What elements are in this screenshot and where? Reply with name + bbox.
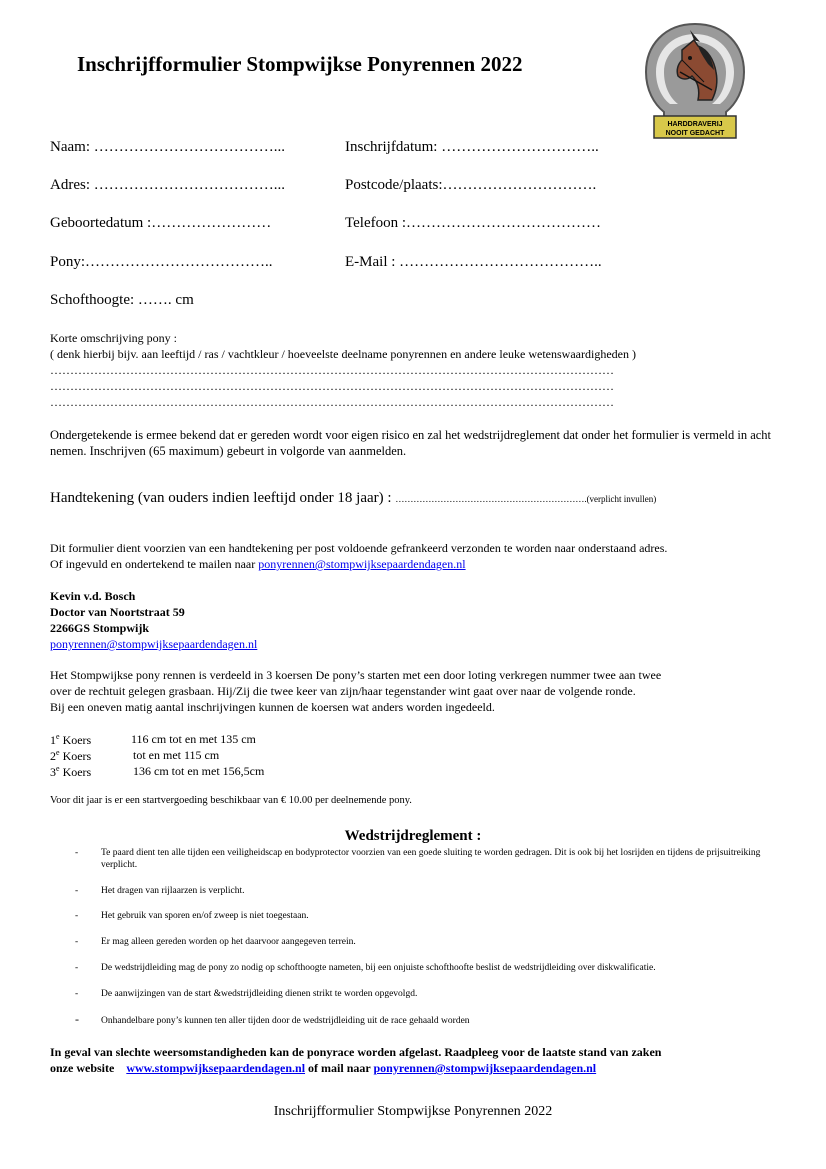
reglement-item: - Te paard dient ten alle tijden een veiligheidscap en bodyprotector voorzien van een goede sluiting te worden gedragen. Dit is ook bij het losrijden en tijdens de prijsuitreiking verplicht. xyxy=(75,848,761,870)
reglement-title: Wedstrijdreglement : xyxy=(344,828,482,844)
verklaring-text: Ondergetekende is ermee bekend dat er gereden wordt voor eigen risico en zal het wedstrijdreglement dat onder het formulier is vermeld in acht nemen. Inschrijven (65 maximum) gebeurt in volgorde van aanmelden. xyxy=(50,428,772,458)
adres-field[interactable]: Adres: ………………………………... xyxy=(50,177,285,193)
slot-line-1: In geval van slechte weersomstandigheden kan de ponyrace worden afgelast. Raadpleeg voor de laatste stand van zaken xyxy=(50,1045,662,1059)
omschrijving-line-2[interactable]: …………………………………………………………………………………………………………………………… xyxy=(50,379,614,393)
omschrijving-label: Korte omschrijving pony : xyxy=(50,331,177,345)
adres-straat: Doctor van Noortstraat 59 xyxy=(50,605,185,619)
website-link[interactable]: www.stompwijksepaardendagen.nl xyxy=(126,1061,306,1075)
vergoeding-text: Voor dit jaar is er een startvergoeding beschikbaar van € 10.00 per deelnemende pony. xyxy=(50,795,412,806)
logo-text-bottom: NOOIT GEDACHT xyxy=(665,130,725,137)
reglement-item: - Er mag alleen gereden worden op het daarvoor aangegeven terrein. xyxy=(75,937,356,947)
postcode-plaats-field[interactable]: Postcode/plaats:…………………………. xyxy=(345,177,597,193)
handtekening-note: (verplicht invullen) xyxy=(586,494,657,504)
adres-postcode: 2266GS Stompwijk xyxy=(50,621,150,635)
inschrijfdatum-field[interactable]: Inschrijfdatum: ………………………….. xyxy=(345,139,599,155)
reglement-item: - Het gebruik van sporen en/of zweep is niet toegestaan. xyxy=(75,911,309,921)
harddraverij-logo xyxy=(642,20,748,142)
reglement-item: - Onhandelbare pony’s kunnen ten aller tijden door de wedstrijdleiding uit de race gehaald worden xyxy=(75,1012,470,1026)
uitleg-line-3: Bij een oneven matig aantal inschrijvingen kunnen de koersen wat anders worden ingedeeld. xyxy=(50,700,495,714)
handtekening-line xyxy=(50,490,656,507)
koers-range: tot en met 115 cm xyxy=(133,748,220,762)
page-footer: Inschrijfformulier Stompwijkse Ponyrennen 2022 xyxy=(273,1104,553,1119)
geboortedatum-field[interactable]: Geboortedatum :…………………… xyxy=(50,215,272,231)
naam-field[interactable]: Naam: ………………………………... xyxy=(50,139,285,155)
instructie-line-2 xyxy=(50,557,466,572)
adres-naam: Kevin v.d. Bosch xyxy=(50,589,136,603)
handtekening-label: Handtekening (van ouders indien leeftijd onder 18 jaar) : xyxy=(50,490,392,506)
telefoon-field[interactable]: Telefoon :………………………………… xyxy=(345,215,602,231)
slot-email-link[interactable]: ponyrennen@stompwijksepaardendagen.nl xyxy=(373,1061,597,1075)
omschrijving-line-3[interactable]: …………………………………………………………………………………………………………………………… xyxy=(50,395,614,409)
instructie-prefix: Of ingevuld en ondertekend te mailen naar xyxy=(50,557,259,571)
logo-text-top: HARDDRAVERIJ xyxy=(667,121,723,128)
email-field[interactable]: E-Mail : ………………………………….. xyxy=(345,254,602,270)
page-title: Inschrijfformulier Stompwijkse Ponyrennen 2022 xyxy=(77,52,523,76)
reglement-item: - De aanwijzingen van de start &wedstrijdleiding dienen strikt te worden opgevolgd. xyxy=(75,989,418,999)
schofthoogte-field[interactable]: Schofthoogte: ……. cm xyxy=(50,292,194,308)
adres-email-link[interactable]: ponyrennen@stompwijksepaardendagen.nl xyxy=(50,637,258,651)
uitleg-line-1: Het Stompwijkse pony rennen is verdeeld in 3 koersen De pony’s starten met een door loting verkregen nummer twee aan twee xyxy=(50,668,662,682)
koers-range: 116 cm tot en met 135 cm xyxy=(131,732,256,746)
pony-field[interactable]: Pony:……………………………….. xyxy=(50,254,273,270)
instructie-line-1: Dit formulier dient voorzien van een handtekening per post voldoende gefrankeerd verzonden te worden naar onderstaand adres. xyxy=(50,541,668,555)
omschrijving-line-1[interactable]: …………………………………………………………………………………………………………………………… xyxy=(50,363,614,377)
koers-row: 1e Koers xyxy=(50,732,92,747)
reglement-item: - Het dragen van rijlaarzen is verplicht. xyxy=(75,886,245,896)
koers-row: 3e Koers xyxy=(50,764,92,779)
koers-row: 2e Koers xyxy=(50,748,92,763)
instructie-email-link[interactable]: ponyrennen@stompwijksepaardendagen.nl xyxy=(258,557,466,571)
omschrijving-hint: ( denk hierbij bijv. aan leeftijd / ras / vachtkleur / hoeveelste deelname ponyrennen en andere leuke wetenswaardigheden ) xyxy=(50,347,636,361)
uitleg-line-2: over de rechtuit gelegen grasbaan. Hij/Zij die twee keer van zijn/haar tegenstander wint gaat over naar de volgende ronde. xyxy=(50,684,636,698)
handtekening-dots[interactable]: ………………………………………………………. xyxy=(395,494,587,504)
koers-range: 136 cm tot en met 156,5cm xyxy=(133,764,265,778)
reglement-item: - De wedstrijdleiding mag de pony zo nodig op schofthoogte nameten, bij een onjuiste schofthoofte beslist de wedstrijdleiding over diskwalificatie. xyxy=(75,963,656,973)
slot-line-2: onze website www.stompwijksepaardendagen.nl of mail naar ponyrennen@stompwijksepaardendagen.nl xyxy=(50,1061,597,1075)
